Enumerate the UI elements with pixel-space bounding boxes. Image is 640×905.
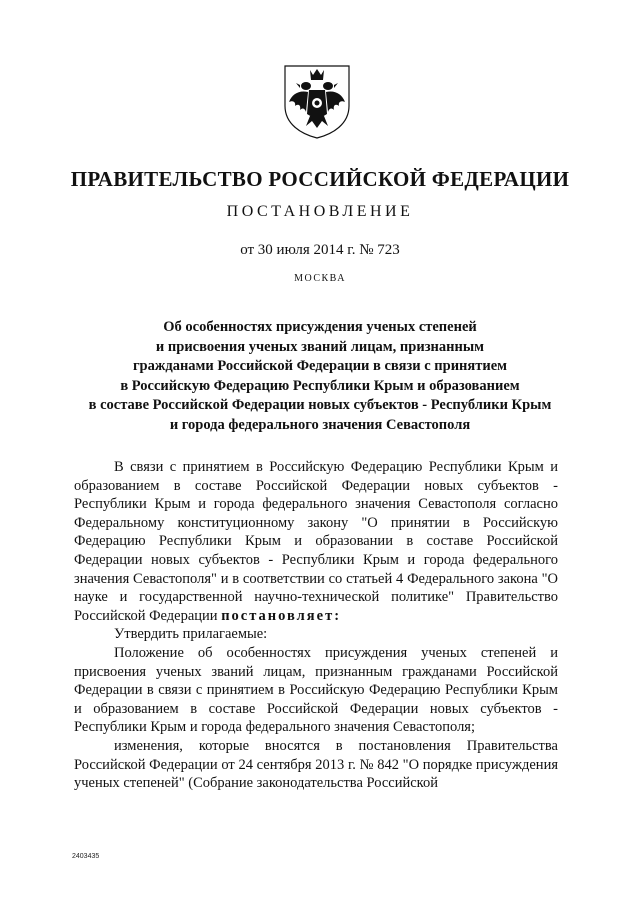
subject-line: и присвоения ученых званий лицам, признанным xyxy=(155,338,485,355)
coat-of-arms-icon xyxy=(279,58,355,140)
body-paragraph: Положение об особенностях присуждения ученых степеней и присвоения ученых званий лицам, признанным гражданами Российской Федерации в связи с принятием в Российскую Федерацию Республики Крым и образованием в составе Российской Федерации новых субъектов - Республики Крым и города федерального значения Севастополя; xyxy=(74,644,558,736)
resolves-keyword: постановляет: xyxy=(221,607,342,624)
body-paragraph: изменения, которые вносятся в постановления Правительства Российской Федерации от 24 сентября 2013 г. № 842 "О порядке присуждения ученых степеней" (Собрание законодательства Российской xyxy=(74,737,558,792)
subject-line: в составе Российской Федерации новых субъектов - Республики Крым xyxy=(88,397,552,413)
subject-line: в Российскую Федерацию Республики Крым и образованием xyxy=(120,377,520,394)
document-id: 2403435 xyxy=(72,853,100,860)
subject-line: гражданами Российской Федерации в связи с принятием xyxy=(132,358,508,374)
document-date-number: от 30 июля 2014 г. № 723 xyxy=(240,242,400,258)
body-paragraph xyxy=(74,458,558,625)
government-title: ПРАВИТЕЛЬСТВО РОССИЙСКОЙ ФЕДЕРАЦИИ xyxy=(70,167,570,191)
preamble-text: В связи с принятием в Российскую Федерацию Республики Крым и образованием в составе Российской Федерации новых субъектов - Республики Крым и города федерального значения Севастополя согласно Федеральному конституционному закону "О принятии в Российскую Федерацию Республики Крым и образовании в составе Российской Федерации новых субъектов - Республики Крым и города федерального значения Севастополя" и в соответствии со статьей 4 Федерального закона "О науке и государственной научно-технической политике" Правительство Российской Федерации xyxy=(74,459,558,624)
document-type: ПОСТАНОВЛЕНИЕ xyxy=(226,203,414,220)
subject-line: и города федерального значения Севастополя xyxy=(169,416,471,433)
document-city: МОСКВА xyxy=(294,273,346,284)
document-body xyxy=(74,458,558,793)
document-subject xyxy=(40,318,600,435)
subject-line: Об особенностях присуждения ученых степеней xyxy=(163,319,477,335)
body-paragraph: Утвердить прилагаемые: xyxy=(114,626,268,643)
